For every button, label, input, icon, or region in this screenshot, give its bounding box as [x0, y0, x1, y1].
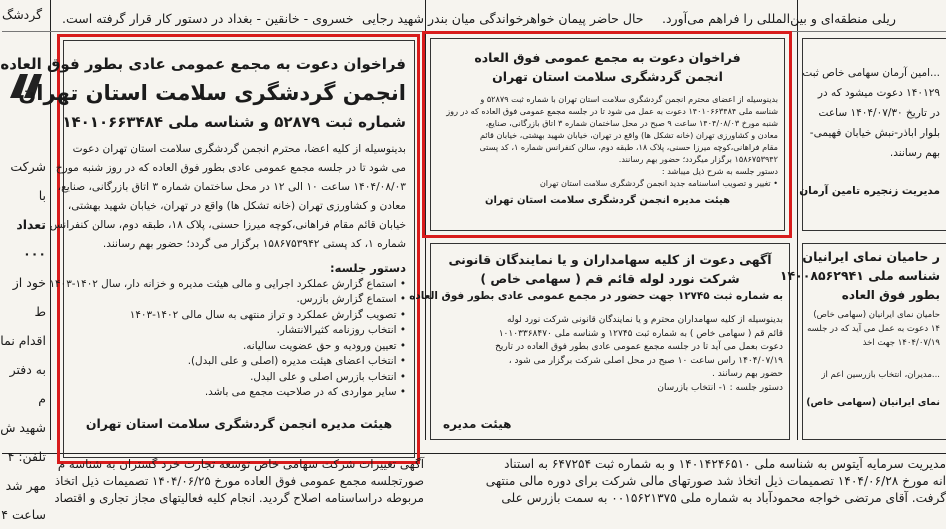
body-line: ۱۴۰۴/۰۸/۰۳ ساعت ۱۰ الی ۱۲ در محل ساختمان شماره ۳ اتاق بازرگانی، صنایع، — [57, 180, 406, 193]
right-bottom-line: ۱۴ دعوت به عمل می آید که در جلسه — [807, 323, 940, 334]
ad-pipe-body — [437, 314, 783, 395]
left-line: به دفتر م — [9, 362, 46, 406]
ad-right-bottom — [779, 243, 946, 440]
ad-right-top — [799, 38, 946, 231]
body-line: دستور جلسه به شرح ذیل میباشد : — [661, 165, 778, 176]
left-line: مهر شد — [5, 478, 46, 493]
bottom-left-line: مربوطه دراساسنامه اصلاح گردید. انجام کلیه فعالیتهای مجاز تجاری و اقتصاد — [54, 491, 424, 505]
left-cut-column — [0, 56, 48, 522]
left-line: ساعت ۴ — [1, 507, 46, 522]
ad-main-title-2: انجمن گردشگری سلامت استان تهران — [18, 80, 406, 105]
body-line: می شود تا در جلسه مجمع عمومی عادی بطور فوق العاده که در روز شنبه مورخ — [55, 161, 406, 174]
body-line: معادن و کشاورزی تهران (خانه تشکل ها) واقع در تهران، خیابان شهید بهشتی، — [67, 199, 406, 212]
bottom-left-notice — [2, 456, 424, 509]
ad-pipe-title-3: به شماره ثبت ۱۲۷۴۵ جهت حضور در مجمع عمومی عادی بطور فوق العاده — [409, 289, 783, 302]
ad-small-title-2: انجمن گردشگری سلامت استان تهران — [492, 68, 723, 84]
ad-main-title-1: فراخوان دعوت به مجمع عمومی عادی بطور فوق العاده — [0, 55, 406, 73]
column-rule-right — [797, 0, 798, 440]
body-line: حضور بهم رسانند . — [711, 369, 783, 380]
top-text-1: ریلی منطقه‌ای و بین‌المللی را فراهم می‌آورد. — [662, 11, 896, 26]
bottom-right-line: انه مورخ ۱۴۰۴/۰۶/۲۸ تصمیمات ذیل اتخاذ شد صورتهای مالی شرکت برای دوره مالی منتهی — [485, 474, 946, 488]
body-line: بدینوسیله از کلیه سهامداران محترم و یا نمایندگان قانونی شرکت نورد لوله — [506, 315, 783, 326]
body-line: دعوت بعمل می آید تا در جلسه مجمع عمومی عادی بطور فوق العاده در تاریخ — [495, 342, 783, 353]
ad-main-title-3: شماره ثبت ۵۲۸۷۹ و شناسه ملی ۱۴۰۱۰۶۶۳۴۸۴ — [62, 113, 406, 131]
body-line: معادن و کشاورزی تهران (خانه تشکل ها) واقع در تهران، خیابان شهید بهشتی، خیابان قائم — [479, 129, 778, 140]
ad-pipe-signature: هیئت مدیره — [443, 417, 512, 431]
agenda-item: • استماع گزارش بازرس. — [296, 293, 406, 306]
body-line: ۱۴۰۴/۰۷/۱۹ راس ساعت ۱۰ صبح در محل اصلی شرکت برگزار می شود ، — [508, 355, 783, 366]
right-bottom-line: ...مدیران، انتخاب بازرسین اعم از — [821, 369, 940, 380]
ad-main-body — [49, 140, 406, 254]
agenda-item: • انتخاب بازرس اصلی و علی البدل. — [250, 370, 406, 383]
bottom-right-line: مدیریت سرمایه آیتوس به شناسه ملی ۱۴۰۱۴۲۴۶۵۱۰ و به شماره ثبت ۶۴۷۲۵۴ به استناد — [504, 457, 946, 471]
left-line: اقدام نما — [0, 333, 46, 348]
right-bottom-signature: نمای ایرانیان (سهامی خاص) — [806, 396, 940, 408]
agenda-item: • تصویب گزارش عملکرد و تراز منتهی به سال مالی ۱۴۰۲-۱۴۰۳ — [129, 308, 406, 321]
ad-small-signature: هیئت مدیره انجمن گردشگری سلامت استان تهران — [484, 194, 731, 206]
right-bottom-title-2: شناسه ملی ۱۴۰۰۸۵۶۲۹۴۱ — [779, 267, 940, 283]
ad-pipe — [409, 243, 790, 440]
agenda-item: • انتخاب روزنامه کثیرالانتشار. — [276, 324, 406, 337]
right-bottom-line: ۱۴۰۴/۰۷/۱۹ جهت اخذ — [862, 337, 940, 348]
left-line: شهید ش — [0, 420, 46, 435]
right-bottom-title-3: بطور فوق العاده — [841, 287, 940, 302]
left-line: تعداد ۰۰۰ — [16, 217, 46, 261]
bottom-right-notice — [432, 456, 946, 509]
agenda-item: • تعیین ورودیه و حق عضویت سالیانه. — [242, 339, 406, 352]
right-top-line: بلوار اباذر-نبش خیابان فهیمی- — [809, 127, 940, 139]
body-line: دستور جلسه : ۱- انتخاب بازرسان — [657, 382, 783, 393]
right-top-line: ...امین آرمان سهامی خاص ثبت — [802, 67, 940, 79]
right-bottom-line: حامیان نمای ایرانیان (سهامی خاص) — [813, 309, 940, 320]
body-line: شنبه مورخ ۱۴۰۴/۰۸/۰۳ ساعت ۹ صبح در محل ساختمان شماره ۳ اتاق بازرگانی، صنایع، — [485, 117, 778, 128]
body-line: مقام فراهانی،کوچه میرزا حسنی، پلاک ۱۸، طبقه دوم، سالن کنفرانس شماره ۱، کد پستی — [479, 141, 778, 152]
body-line: خیابان قائم مقام فراهانی،کوچه میرزا حسنی، پلاک ۱۸، طبقه دوم، سالن کنفرانس — [49, 218, 406, 231]
ad-main-agenda-title: دستور جلسه: — [330, 260, 406, 275]
right-top-line: بهم رسانند. — [889, 147, 940, 159]
body-line: ۱۵۸۶۷۵۳۹۴۲ برگزار میگردد؛ حضور بهم رسانند. — [618, 153, 778, 164]
top-strip — [2, 0, 946, 30]
body-line: شماره ۱، کد پستی ۱۵۸۶۷۵۳۹۴۲ برگزار می گردد؛ حضور بهم رسانند. — [102, 237, 406, 250]
body-line: • تغییر و تصویب اساسنامه جدید انجمن گردشگری سلامت استان تهران — [539, 177, 778, 188]
bottom-right-line: گرفت. آقای مرتضی خواجه محمودآباد به شماره ملی ۰۰۱۵۶۲۱۳۷۵ به سمت بازرس علی — [501, 491, 946, 505]
right-top-line: ۱۴۰۱۲۹ دعوت میشود که در — [817, 87, 940, 99]
bottom-left-line: صورتجلسه مجمع عمومی فوق العاده مورخ ۱۴۰۴/۰۶/۲۵ تصمیمات ذیل اتخاذ — [54, 474, 424, 488]
ad-main-signature: هیئت مدیره انجمن گردشگری سلامت استان تهران — [85, 415, 393, 431]
agenda-item: • سایر مواردی که در صلاحیت مجمع می باشد. — [204, 386, 406, 399]
bottom-left-line: آگهی تغییرات شرکت سهامی خاص توسعه تجارت خرد گستران به شناسه م — [57, 457, 424, 471]
left-line: خود از ط — [12, 275, 46, 319]
top-text-4: گردشگ — [2, 7, 43, 22]
body-line: بدینوسیله از اعضای محترم انجمن گردشگری سلامت استان تهران با شماره ثبت ۵۲۸۷۹ و — [480, 93, 778, 104]
agenda-item: • استماع گزارش عملکرد اجرایی و مالی هیئت مدیره و خزانه دار، سال ۱۴۰۲-۱۴۰۳ — [49, 277, 406, 290]
right-top-line: در تاریخ ۱۴۰۴/۰۷/۳۰ ساعت — [818, 107, 940, 119]
ad-main-agenda — [49, 277, 406, 401]
left-line: تلفن: ۴ — [7, 449, 46, 464]
top-text-2: حال حاضر پیمان خواهرخواندگی میان بندر شهید رجایی — [362, 11, 644, 26]
agenda-item: • انتخاب اعضای هیئت مدیره (اصلی و علی البدل). — [187, 355, 406, 368]
ad-pipe-title-2: شرکت نورد لوله قائم قم ( سهامی خاص ) — [480, 270, 740, 286]
right-top-signature: مدیریت زنجیره تامین آرمان — [799, 185, 940, 197]
body-line: بدینوسیله از کلیه اعضا، محترم انجمن گردشگری سلامت استان تهران دعوت — [72, 142, 406, 155]
left-line: شرکت با — [10, 159, 46, 203]
ad-small-body — [437, 93, 778, 189]
ad-pipe-title-1: آگهی دعوت از کلیه سهامداران و یا نمایندگان قانونی — [448, 252, 772, 267]
ad-small — [430, 38, 785, 231]
body-line: شناسه ملی ۱۴۰۱۰۶۶۳۴۸۴ دعوت به عمل می شود تا در جلسه مجمع عمومی فوق العاده که در روز — [446, 105, 778, 116]
right-bottom-title-1: ر حامیان نمای ایرانیان — [802, 249, 940, 264]
top-text-3: خسروی - خانقین - بغداد در دستور کار قرار گرفته است. — [62, 11, 354, 26]
ad-small-title-1: فراخوان دعوت به مجمع عمومی فوق العاده — [474, 50, 741, 65]
body-line: قائم قم ( سهامی خاص ) به شماره ثبت ۱۲۷۴۵ و شناسه ملی ۱۰۱۰۳۳۶۸۴۷۰ — [498, 328, 783, 339]
